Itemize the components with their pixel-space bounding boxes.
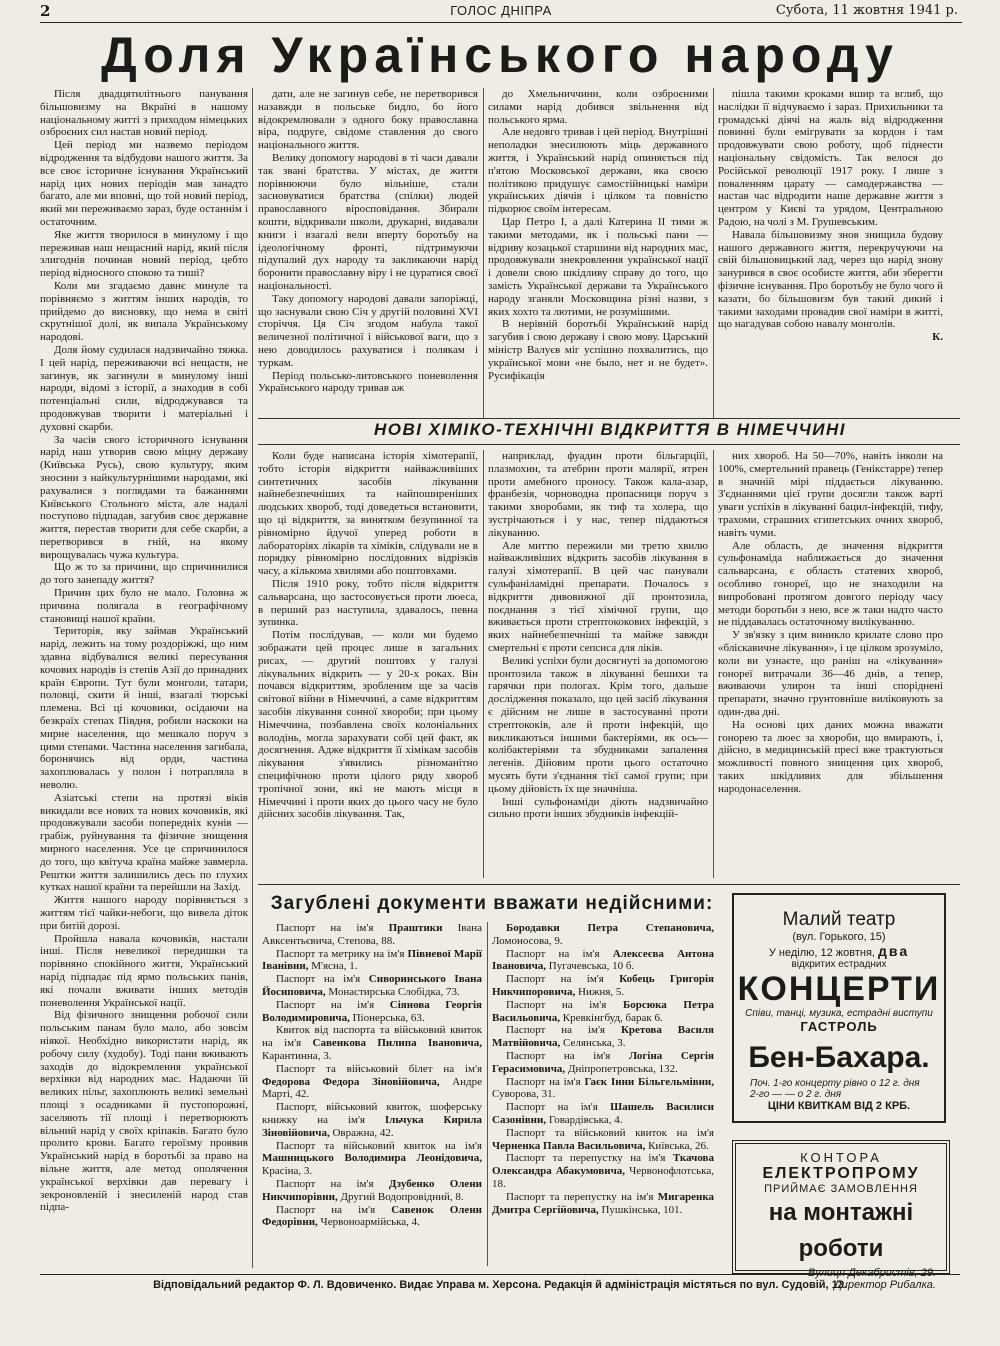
paragraph: Життя нашого народу порівняється з життям тієї чайки-небоги, що вивела діток при битій дорозі.	[40, 894, 248, 932]
page-number: 2	[40, 2, 51, 20]
entry-text: Другий Водопровідний, 8.	[337, 1190, 464, 1203]
owner-name: Сиворинського Івана Йосиповича,	[262, 973, 482, 998]
entry-text: Паспорт та військовий квиток на ім'я	[276, 1139, 482, 1152]
section-divider	[258, 418, 960, 419]
paragraph: У зв'язку з цим виникло крилате слово про «бліскавичне лікування», і це цілком зрозуміло, коли ви узнаєте, що раніш на «лікування» гонореї витрачали 36—46 днів, а тепер, вживаючи улирон та інші споріднені препарати, значно грунтовніше виліковують за один-два дні.	[718, 629, 943, 718]
entry-text: Ломоносова, 9.	[492, 934, 563, 947]
entry-text: Червоноармійська, 4.	[317, 1216, 420, 1229]
entry-text: Нижня, 5.	[575, 985, 625, 998]
section-divider	[258, 884, 960, 885]
concert-count: два	[878, 943, 910, 959]
imprint-footer: Відповідальний редактор Ф. Л. Вдовиченко. Видає Управа м. Херсона. Редакція й адміністрація містяться по вул. Судовій, 13.	[40, 1274, 960, 1291]
owner-name: Савенкова Пилипа Івановича,	[312, 1037, 482, 1050]
electroprom-advertisement	[732, 1140, 950, 1291]
owner-name: Алексеєва Антона Івановича,	[492, 947, 714, 973]
paragraph: В нерівній боротьбі Український нарід загубив і свою державу і свою мову. Царський міністр Валуєв міг успішно похвалитись, що української мови «не было, нет и не будет». Русифікація	[488, 318, 708, 382]
owner-name: Праштики	[388, 922, 443, 934]
owner-name: Ткачова Олександра Абакумовича,	[492, 1152, 714, 1178]
lost-document-entry	[492, 1152, 714, 1190]
lost-documents-column-1	[262, 922, 482, 1266]
entry-text: Дніпропетровська, 132.	[565, 1062, 678, 1075]
entry-text: Червонофлотська, 18.	[492, 1165, 714, 1190]
main-headline: Доля Українського народу	[101, 27, 899, 83]
theatre-name: Малий театр	[782, 909, 896, 930]
kontora-director: Директор Рибалка.	[834, 1279, 936, 1291]
masthead	[40, 2, 962, 23]
paragraph: Але недовго тривав і цей період. Внутрішні неполадки знесилюють міць державного життя, і Український нарід опиняється під п'ятою Московської держави, яка своєю політикою придушує самостійницькі наміри українських діячів і цілком та повністю підкорює своїм інтересам.	[488, 126, 708, 216]
article1-column-1	[40, 88, 248, 1268]
entry-text: Паспорт на ім'я	[506, 998, 623, 1011]
paragraph: Азіатські степи на протязі віків викидали все нових та нових кочовиків, які продовжували засоби попередніх кунів — грабіж, руйнування та фізичне знищення мирного населення. Усе це спричинилося до того, що квітуча країна майже завмерла. Рештки життя залишились десь по глухих кутках нашої країни та перейшли на Захід.	[40, 791, 248, 894]
owner-name: Борсюка Петра Васильовича,	[492, 998, 714, 1024]
article1-signature: К.	[932, 331, 943, 344]
column-divider	[483, 450, 484, 878]
article2-column-3	[718, 450, 943, 878]
owner-name: Півневої Марії Іванівни,	[262, 947, 482, 973]
theatre-address: (вул. Горького, 15)	[792, 931, 886, 943]
paragraph: Велику допомогу народові в ті часи давали так звані братства. У містах, де життя порівнюючи було вільніше, стали засновуватися братства (спілки) людей православного віросповідання. Збирали кошти, відкривали школи, друкарні, видавали книги і взагалі вели вперту боротьбу на ідеологічному фронті, підтримуючи підупалий дух народу та закликаючи нарід боронити православну віру і не цуратися своєї національності.	[258, 151, 478, 292]
owner-name: Кретова Василя Матвійовича,	[492, 1024, 714, 1050]
entry-text: Суворова, 31.	[492, 1088, 556, 1101]
paragraph: Після 1910 року, тобто після відкриття сальварсана, що застосовується проти люеса, в перший раз наступила, здавалось, певна зупинка.	[258, 577, 478, 629]
entry-text: Говардівська, 4.	[546, 1113, 623, 1126]
article2-headline: НОВІ ХІМІКО-ТЕХНІЧНІ ВІДКРИТТЯ В НІМЕЧЧИНІ	[373, 420, 847, 439]
article2-column-1	[258, 450, 478, 878]
lost-document-entry	[262, 1101, 482, 1139]
entry-text: Пушкінська, 101.	[598, 1203, 683, 1216]
entry-text: М'ясна, 1.	[308, 960, 358, 973]
lost-document-entry	[262, 922, 482, 948]
kontora-service: на монтажні роботи	[768, 1199, 914, 1262]
lost-document-entry	[492, 948, 714, 974]
column-divider	[483, 88, 484, 418]
ticket-prices: ЦІНИ КВИТКАМ ВІД 2 КРБ.	[767, 1100, 911, 1112]
concert-day	[734, 943, 944, 959]
tour-label: ГАСТРОЛЬ	[800, 1019, 878, 1034]
entry-text: Паспорт на ім'я	[506, 973, 620, 986]
paragraph: до Хмельниччини, коли озброєними силами нарід добився звільнення від польського ярма.	[488, 88, 708, 126]
entry-text: Паспорт та перепустку на ім'я	[506, 1190, 658, 1203]
owner-name: Логіна Сергія Герасимовича,	[492, 1049, 714, 1075]
entry-text: Пугачевська, 10 б.	[546, 960, 635, 973]
paragraph: Період польсько-литовського поневолення Українського народу тривав аж	[258, 369, 478, 395]
paragraph: Яке життя творилося в минулому і що переживав наш нещасний нарід, який після злигоднів починав новий період, цебто період відносного спокою та тиші?	[40, 228, 248, 280]
owner-name: Машницького Володимира Леонідовича,	[262, 1152, 482, 1165]
paragraph: Потім послідував, — коли ми будемо зображати цей процес лише в загальних рисах, — другий поштовх у галузі лікувальних відкрить — у 20-х роках. Він почався відкриттям, зробленим ще за часів світової війни в Німеччині, а саме відкриттям засобів лікування сонної хвороби; при цьому Німеччина, позбавлена своїх колоніальних володінь, могла зарахувати собі цей факт, як досягнення. Адже відкриття її хімікам засобів лікування з'явились різноманітно специфічною проти цілого ряду хвороб тропічної зони, які не мають місця в Німеччині і проти яких до цього часу не було дійсних засобів лікування. Так,	[258, 629, 478, 821]
paragraph: Але миттю пережили ми третю хвилю найважливіших відкрить засобів лікування в галузі хімотерапії. В цей час панували сульфаніламідні препарати. Почалось з відкриття дивовижної дії пронтозила, поєднання з тієї хімічної групи, що вживається проти стрептококових інфекцій, з яких найнебезпечніші та майже завжди смертельні є проти сепсиса для ліків.	[488, 539, 708, 654]
section-divider	[258, 444, 960, 445]
entry-text: Паспорт на ім'я	[276, 1203, 392, 1216]
paragraph: Доля йому судилася надзвичайно тяжка. І цей нарід, переживаючи всі нещастя, не загинув, як загинули в минулому інші народи, відомі з історії, а знаходив в собі потенціальні сили, відроджувався та продовжував творити і матеріальні і духовні скарби.	[40, 343, 248, 433]
owner-name: Бородавки Петра Степановича,	[506, 922, 714, 934]
lost-document-entry	[262, 1140, 482, 1178]
lost-document-entry	[262, 1063, 482, 1101]
concert-genres: Співи, танці, музика, естрадні виступи	[745, 1008, 933, 1019]
newspaper-title: ГОЛОС ДНІПРА	[450, 3, 552, 18]
concert-type: відкритих естрадних	[791, 959, 887, 970]
lost-document-entry	[492, 922, 714, 948]
entry-text: Паспорт на ім'я	[506, 1075, 585, 1088]
paragraph: Цар Петро І, а далі Катерина ІІ тими ж такими методами, як і польські пани — відриву козацької старшини від народних мас, продовжували знекровлення української нації і довели свою шкідливу справу до того, що замість Української держави та Українського народу зганяли Московщина різні назви, з яких хохто та лютими, не розумішими.	[488, 215, 708, 318]
entry-text: Паспорт на ім'я	[276, 998, 390, 1011]
lost-document-entry	[492, 1050, 714, 1076]
concert-heading: КОНЦЕРТИ	[737, 970, 941, 1008]
paragraph: них хвороб. На 50—70%, навіть інколи на 100%, смертельний правець (Генікстарре) тепер в значній мірі піддається лікуванню. З'єднаннями цієї групи досягли також варті уваги успіхів в лікуванні бацил-інфекцій, тифу, трахоми, страшних єгипетських очних хвороб, навіть чуми.	[718, 450, 943, 539]
kontora-company: ЕЛЕКТРОПРОМУ	[762, 1165, 920, 1182]
entry-text: Паспорт на ім'я	[276, 973, 369, 986]
entry-text: Піонерська, 63.	[349, 1011, 425, 1024]
lost-document-entry	[492, 1127, 714, 1153]
concert-time-1: Поч. 1-го концерту рівно о 12 г. дня	[750, 1078, 920, 1089]
concert-day-text: У неділю, 12 жовтня,	[768, 947, 875, 959]
paragraph: Що ж то за причини, що спричинилися до того занепаду життя?	[40, 561, 248, 587]
entry-text: Селянська, 3.	[560, 1037, 626, 1050]
paragraph: Великі успіхи були досягнуті за допомогою пронтозила також в лікуванні бешихи та гарячки при пологах. Крім того, дальше дослідження показало, що цей засіб лікування є дійсним не лише в застосуванні проти стрептококів, але й проти інфекцій, що викликаються іншими бактеріями, як ось—колібактеріями та збудниками запалення легенів. Дійовим проти цього остаточно мусять бути з'єднання тієї самої групи; при цьому дійовість їх ще значніша.	[488, 654, 708, 795]
entry-text: Паспорт та перепустку на ім'я	[506, 1152, 673, 1165]
entry-text: Квиток від паспорта та військовий квиток на ім'я	[262, 1024, 482, 1050]
entry-text: Паспорт на ім'я	[506, 947, 613, 960]
lost-document-entry	[492, 1024, 714, 1050]
lost-documents-title: Загублені документи вважати недійсними:	[270, 893, 714, 914]
entry-text: Монастирська Слобідка, 73.	[325, 985, 460, 998]
entry-text: Карантинна, 3.	[262, 1049, 332, 1062]
lost-document-entry	[492, 1101, 714, 1127]
entry-text: Кревкінгбуд, барак 6.	[560, 1011, 663, 1024]
paragraph: Коли буде написана історія хімотерапії, тобто історія відкриття найважливіших синтетичних засобів лікування найнебезпечніших та найпоширеніших людських хвороб, тоді доведеться встановити, що ці відкриття, за винятком безупинної та рівномірно йдучої уперед роботи в лабораторіях лікарів та хіміків, слідували не в порядку рівномірно послідовних відрізків часу, а кількома хвилями або поштовхами.	[258, 450, 478, 578]
paragraph: наприклад, фуадин проти більгарціїі, плазмохин, та атебрин проти малярії, ятрен проти амебного проносу. Також кала-азар, франбезія, чорноводна пропасниця поруч з такими хворобами, як тиф та холера, що зустрічаються і у нас, тепер піддаються лікуванню.	[488, 450, 708, 539]
owner-name: Сіянова Георгія Володимировича,	[262, 998, 482, 1024]
kontora-label: КОНТОРА	[800, 1150, 882, 1165]
lost-document-entry	[262, 1178, 482, 1204]
owner-name: Дзубенко Олени Никчипорівни,	[262, 1177, 482, 1203]
theatre-advertisement	[732, 893, 946, 1123]
paragraph: пішла такими кроками вшир та вглиб, що наслідки її відчуваємо і зараз. Прихильники та громадські діячі на жаль від відродження повинні були емігрувати за кордон і там продовжувати свою роботу, щоб піднести національну свідомість. Так велося до Російської революції 1917 року. І лише з поваленням царату — самодержавства — настав час відродити наше державне життя з центром у Києві та урядом, Центральною Радою, на чолі з М. Грушевським.	[718, 88, 943, 228]
entry-text: Паспорт, військовий квиток, шоферську книжку на ім'я	[262, 1101, 482, 1126]
paragraph: Таку допомогу народові давали запоріжці, що заснували свою Січ у другій половині XVI сторіччя. Ця Січ згодом набула такої величезної політичної і військової ваги, що з нею доводилось рахуватися і полякам і туркам.	[258, 292, 478, 369]
paragraph: Після двадцятилітнього панування більшовизму на Вкраїні в нашому національному житті з приходом німецьких озброєних сил настав новий період.	[40, 88, 248, 139]
issue-date: Субота, 11 жовтня 1941 р.	[775, 3, 958, 18]
entry-text: Андре Марті, 42.	[262, 1075, 482, 1101]
entry-text: Паспорт на ім'я	[506, 1049, 629, 1062]
owner-name: Черненка Павла Васильовича,	[492, 1139, 646, 1152]
entry-text: Івана Авксентьєвича, Степова, 88.	[262, 922, 482, 947]
owner-name: Мигаренка Дмитра Сергійовича,	[492, 1190, 714, 1216]
owner-name: Гаєк Інни Більгельмівни,	[584, 1075, 714, 1088]
owner-name: Федорова Федора Зіновійовича,	[262, 1075, 440, 1088]
kontora-orders: ПРИЙМАЄ ЗАМОВЛЕННЯ	[764, 1183, 918, 1195]
article1-column-4	[718, 88, 943, 418]
column-divider	[252, 88, 253, 1268]
paragraph: Причин цих було не мало. Головна ж причина полягала в географічному становищі нашої країни.	[40, 587, 248, 625]
paragraph: Але область, де значення відкриття сульфонаміда наближається до значення сальварсана, є область статевих хвороб, особливо гонореї, що не знаходили на випробовані протягом довгого періоду часу методи боротьби з нею, все ж таки надто часто не піддавалась остаточному вилікуванню.	[718, 539, 943, 629]
owner-name: Кобець Григорія Никчипоровича,	[492, 973, 714, 998]
paragraph: дати, але не загинув себе, не перетворився назавжди в польське бидло, бо його відокремлювали з одного боку православна віра, подруге, свідоме ставлення до свого національного життя.	[258, 88, 478, 152]
article1-column-3	[488, 88, 708, 418]
entry-text: Паспорт та військовий квиток на ім'я	[506, 1126, 714, 1139]
entry-text: Овражна, 42.	[329, 1126, 394, 1139]
article2-column-2	[488, 450, 708, 878]
column-divider	[713, 450, 714, 878]
column-divider	[487, 922, 488, 1266]
column-divider	[713, 88, 714, 418]
entry-text: Київська, 26.	[645, 1139, 709, 1152]
entry-text: Паспорт та метрику на ім'я	[276, 947, 408, 960]
lost-document-entry	[262, 973, 482, 999]
lost-document-entry	[492, 999, 714, 1025]
lost-document-entry	[492, 1076, 714, 1102]
entry-text: Красіна, 3.	[262, 1165, 313, 1178]
paragraph: Цей період ми назвемо періодом відродження та відбудови нашого життя. За все своє історичне існування Український нарід цих нових періодів мав занадто багато, але ми вповні, що той новий період, який ми переживаємо зараз, буде останнім і остаточним.	[40, 139, 248, 228]
paragraph: Інші сульфонаміди діють надзвичайно сильно проти інших збудників інфекцій-	[488, 795, 708, 821]
paragraph: Коли ми згадаємо давнє минуле та порівняємо з життям інших народів, то прийдемо до висновку, що нема в світі скрутнішої долі, як випала Українському народові.	[40, 279, 248, 344]
owner-name: Ільчука Кирила Зіновійовича,	[262, 1113, 482, 1139]
lost-document-entry	[492, 1191, 714, 1217]
lost-documents-column-2	[492, 922, 714, 1266]
article1-column-2	[258, 88, 478, 418]
entry-text: Паспорт та військовий білет на ім'я	[276, 1062, 482, 1075]
paragraph: За часів свого історичного існування нарід наш утворив свою міцну державу (Київська Русь), свою культуру, яким зносини з найкультурнішими народами, які рахувалися з поглядами та бажаннями Київського Стольного міста, але надалі поступово підпадав, загубив своє державне життя, перестав творити для себе скарби, а перетворився в гній, на якому вирощувалась чужа культура.	[40, 433, 248, 561]
entry-text: Паспорт на ім'я	[276, 1177, 389, 1190]
owner-name: Савенок Олени Федорівни,	[262, 1203, 482, 1229]
lost-document-entry	[262, 1204, 482, 1230]
owner-name: Шашель Василиси Сазонівни,	[492, 1101, 714, 1126]
paragraph: Навала більшовизму знов знищила будову нашого державного життя, перекручуючи на свій більшовицький лад, через що нарід знову занурився в своє особисте життя, аби зберегти фізичне існування. Про боротьбу не було чого й казати, бо більшовизм був такий дикий і такими заходами провадив свої наміри в житті, що нагадував собою навалу монголів.	[718, 228, 943, 331]
paragraph: Пройшла навала кочовиків, настали інші. Після невеликої передишки та порівняно спокійного життя, Український нарід підпадає під ярмо польських панів, які почали вживати інших методів поневолення Української нації.	[40, 932, 248, 1009]
lost-document-entry	[262, 999, 482, 1025]
paragraph: Територія, яку займав Український нарід, лежить на тому роздоріжжі, що ним здавна відбувалися великі пересування кочових народів із степів Азії до принадних країн Європи. Тут були монголи, татари, половці, скити й інші, взагалі тюрські племена. Всі ці кочовики, осідаючи на безкраїх степах Півдня, робили наскоки на мирне населення, що мешкало поруч з цими степами. Частина населення загибала, боронячись від орди, частина захоплювалась у полон і потрапляла в неволю.	[40, 625, 248, 792]
entry-text: Паспорт на ім'я	[276, 922, 389, 934]
paragraph: Від фізичного знищення робочої сили польським панам було мало, або зовсім ніякої. Необхідно використати нарід, як робочу силу (худобу). Тоді пани вживають заходів до відокремлення української верхівки від народних мас. Надаючи їй великих пільг, захоплюють великі земельні площі з осадниками й пустопорожні, заселяють тії площі і перетворюють вільний нарід у своїх кріпаків. Багато було пролито крови. Багато героїзму проявив Український нарід в боротьбі за право на вільне життя, але метод ополячення української верхівки дав перевагу і зекроновленій і знесиленій народ став підпа-	[40, 1009, 248, 1214]
lost-document-entry	[262, 1024, 482, 1062]
lost-document-entry	[262, 948, 482, 974]
entry-text: Паспорт на ім'я	[506, 1024, 621, 1037]
performer-name: Бен-Бахара.	[748, 1041, 930, 1074]
lost-document-entry	[492, 973, 714, 999]
kontora-address: Вулиця Декабристів, 29.	[808, 1267, 936, 1279]
entry-text: Паспорт на ім'я	[506, 1101, 611, 1114]
paragraph: На основі цих даних можна вважати гонорею та люес за хвороби, що вмирають, і, дійсно, в медицинській пресі вже трактуються можливості повного знищення цих хвороб, таких шкідливих для збільшення народонаселення.	[718, 718, 943, 795]
concert-time-2: 2-го — — о 2 г. дня	[750, 1089, 842, 1100]
